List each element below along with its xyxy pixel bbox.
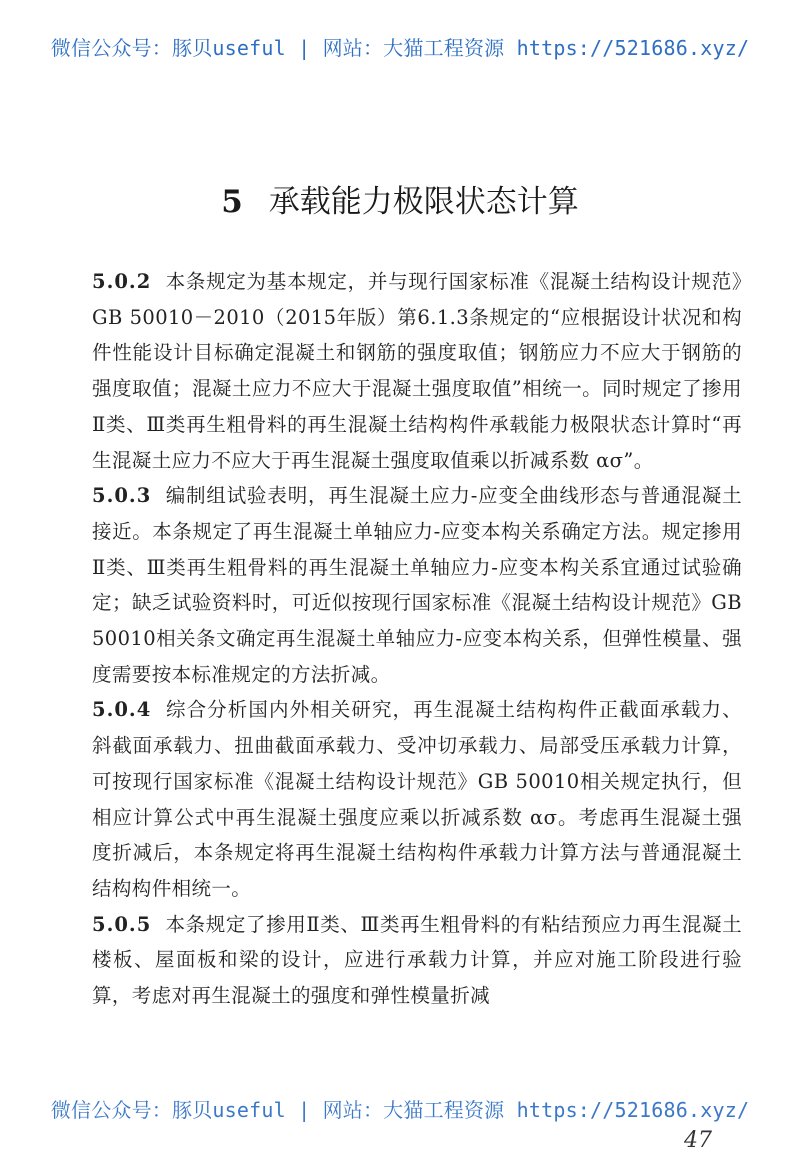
clause-number: 5.0.2 — [92, 270, 152, 293]
clause-number: 5.0.5 — [92, 912, 152, 936]
watermark-top: 微信公众号：豚贝useful | 网站：大猫工程资源 https://521686.xyz/ — [50, 36, 750, 60]
clause-list — [92, 264, 742, 1110]
chapter-number: 5 — [221, 184, 243, 220]
clause-text: 本条规定了掺用Ⅱ类、Ⅲ类再生粗骨料的有粘结预应力再生混凝土楼板、屋面板和梁的设计，应进行承载力计算，并应对施工阶段进行验算，考虑对再生混凝土的强度和弹性模量折减 — [92, 912, 742, 1008]
chapter-title — [0, 176, 800, 221]
page-number: 47 — [684, 1128, 712, 1153]
clause-number: 5.0.3 — [92, 484, 152, 508]
clause-5-0-3 — [92, 478, 742, 692]
clause-number: 5.0.4 — [92, 698, 152, 722]
clause-5-0-5 — [92, 907, 742, 1014]
clause-text: 编制组试验表明，再生混凝土应力-应变全曲线形态与普通混凝土接近。本条规定了再生混凝土单轴应力-应变本构关系确定方法。规定掺用Ⅱ类、Ⅲ类再生粗骨料的再生混凝土单轴应力-应变本构关系宜通过试验确定；缺乏试验资料时，可近似按现行国家标准《混凝土结构设计规范》GB 50010相关条文确定再生混凝土单轴应力-应变本构关系，但弹性模量、强度需要按本标准规定的方法折减。 — [92, 484, 742, 686]
clause-5-0-4 — [92, 692, 742, 906]
clause-5-0-2 — [92, 264, 742, 478]
clause-text: 本条规定为基本规定，并与现行国家标准《混凝土结构设计规范》GB 50010－2010（2015年版）第6.1.3条规定的“应根据设计状况和构件性能设计目标确定混凝土和钢筋的强度取值；钢筋应力不应大于钢筋的强度取值；混凝土应力不应大于混凝土强度取值”相统一。同时规定了掺用Ⅱ类、Ⅲ类再生粗骨料的再生混凝土结构构件承载能力极限状态计算时“再生混凝土应力不应大于再生混凝土强度取值乘以折减系数 ασ”。 — [92, 270, 742, 472]
chapter-title-text: 承载能力极限状态计算 — [268, 184, 579, 220]
clause-text: 综合分析国内外相关研究，再生混凝土结构构件正截面承载力、斜截面承载力、扭曲截面承载力、受冲切承载力、局部受压承载力计算，可按现行国家标准《混凝土结构设计规范》GB 50010相关规定执行，但相应计算公式中再生混凝土强度应乘以折减系数 ασ。考虑再生混凝土强度折减后，本条规定将再生混凝土结构构件承载力计算方法与普通混凝土结构构件相统一。 — [92, 698, 742, 900]
watermark-bottom: 微信公众号：豚贝useful | 网站：大猫工程资源 https://521686.xyz/ — [50, 1098, 750, 1122]
